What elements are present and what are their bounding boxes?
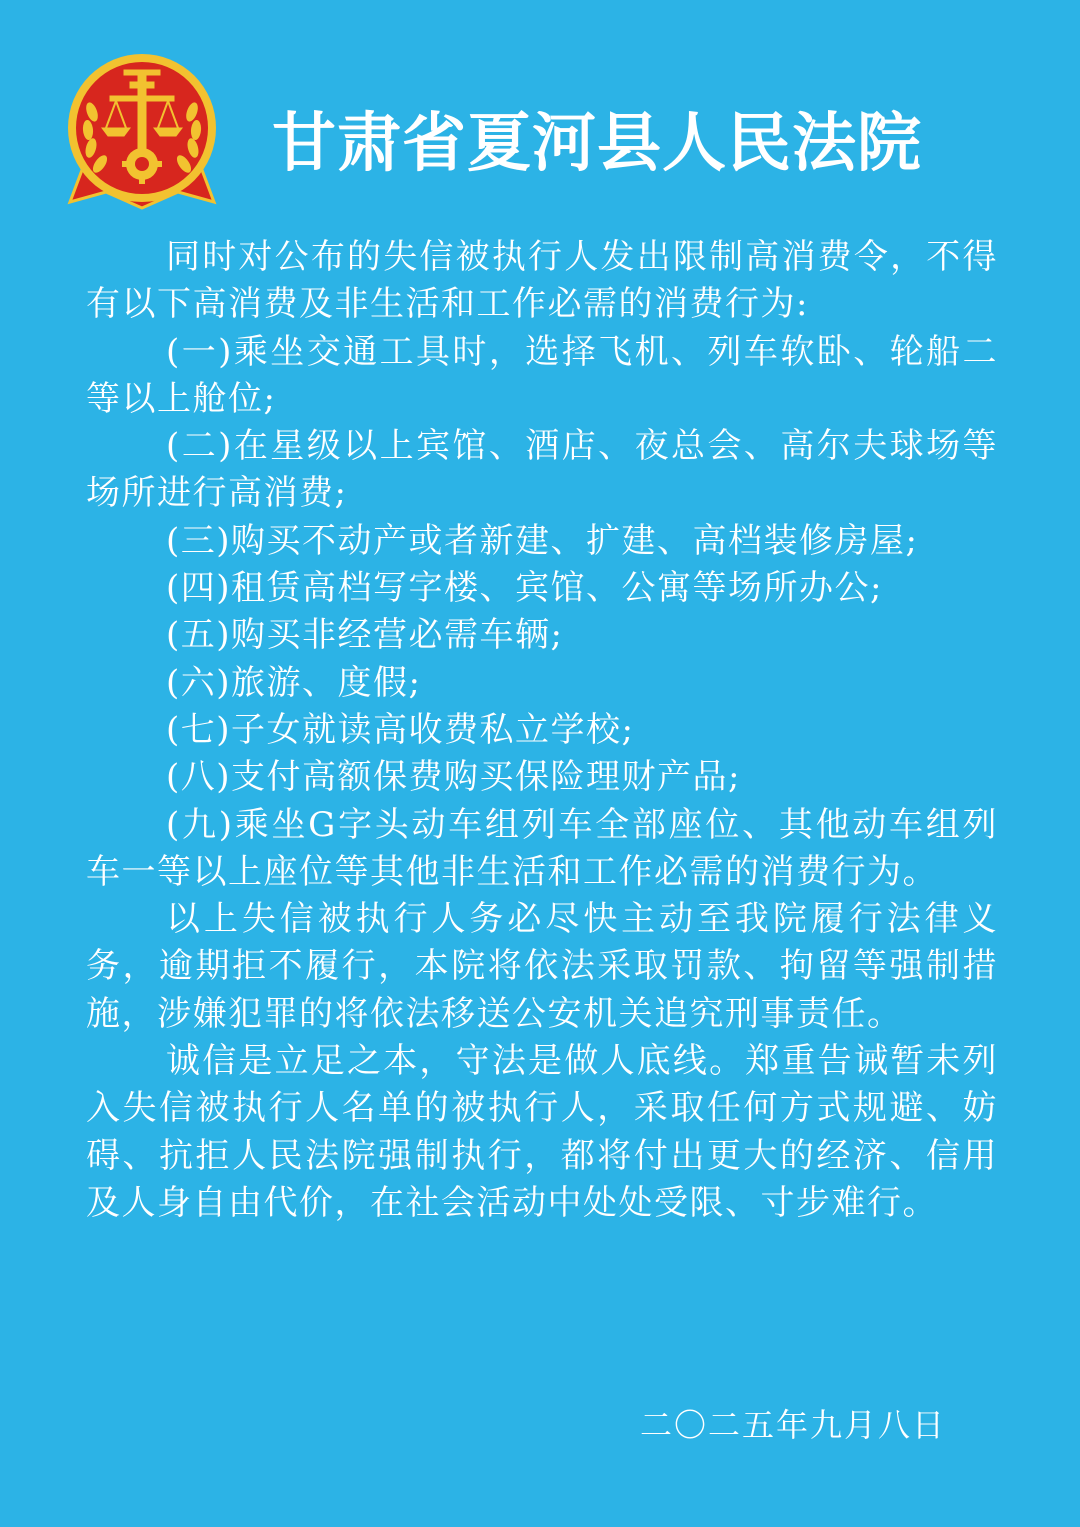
list-item-2: (二)在星级以上宾馆、酒店、夜总会、高尔夫球场等场所进行高消费;: [86, 426, 998, 514]
list-item-3: (三)购买不动产或者新建、扩建、高档装修房屋;: [166, 520, 919, 561]
list-item-5: (五)购买非经营必需车辆;: [166, 615, 564, 656]
page-header: [0, 0, 1080, 220]
list-item-8: (八)支付高额保费购买保险理财产品;: [166, 757, 741, 798]
list-item-9: (九)乘坐G字头动车组列车全部座位、其他动车组列车一等以上座位等其他非生活和工作必需的消费行为。: [86, 804, 998, 892]
closing-paragraph: 诚信是立足之本，守法是做人底线。郑重告诫暂未列入失信被执行人名单的被执行人，采取任何方式规避、妨碍、抗拒人民法院强制执行，都将付出更大的经济、信用及人身自由代价，在社会活动中处处受限、寸步难行。: [86, 1041, 998, 1223]
notice-body: [86, 234, 998, 1227]
court-title: 甘肃省夏河县人民法院: [272, 106, 922, 181]
court-emblem-icon: [66, 52, 218, 212]
warning-paragraph: 以上失信被执行人务必尽快主动至我院履行法律义务，逾期拒不履行，本院将依法采取罚款、拘留等强制措施，涉嫌犯罪的将依法移送公安机关追究刑事责任。: [86, 899, 998, 1034]
list-item-1: (一)乘坐交通工具时，选择飞机、列车软卧、轮船二等以上舱位;: [86, 331, 998, 419]
list-item-4: (四)租赁高档写字楼、宾馆、公寓等场所办公;: [166, 568, 883, 609]
intro-paragraph: 同时对公布的失信被执行人发出限制高消费令，不得有以下高消费及非生活和工作必需的消费行为:: [86, 237, 998, 325]
list-item-6: (六)旅游、度假;: [166, 662, 422, 703]
notice-date: 二〇二五年九月八日: [639, 1406, 946, 1444]
list-item-7: (七)子女就读高收费私立学校;: [166, 709, 635, 750]
